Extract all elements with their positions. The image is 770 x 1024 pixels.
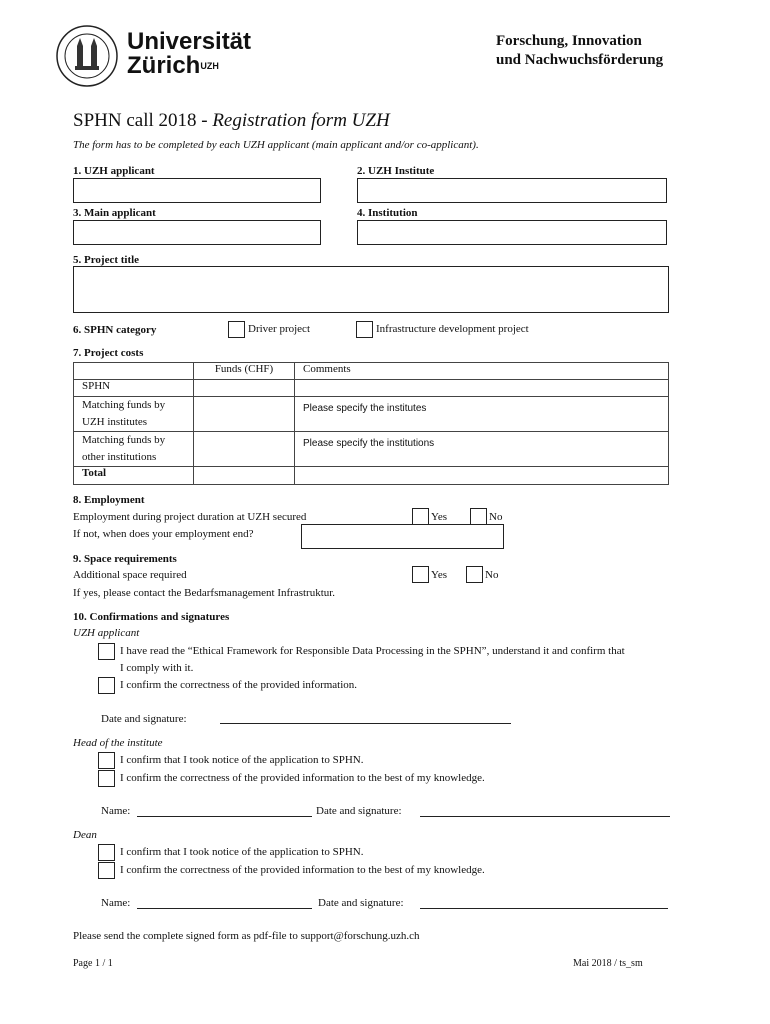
funds-cell-other[interactable] [194,432,295,467]
date-signature-line[interactable] [220,723,511,724]
comment-cell-sphn[interactable] [295,380,669,397]
correctness-checkbox[interactable] [98,677,115,694]
space-no-label: No [485,569,499,581]
footer-date: Mai 2018 / ts_sm [573,958,643,969]
head-date-signature-label: Date and signature: [316,805,402,817]
field-label-sphn-category: 6. SPHN category [73,324,157,336]
row-label-b: UZH institutes [82,416,148,428]
comment-cell-uzh[interactable] [295,397,669,432]
employment-yes-checkbox[interactable] [412,508,429,525]
confirm-heading: 10. Confirmations and signatures [73,611,230,623]
comment-placeholder: Please specify the institutes [303,403,427,414]
institution-input[interactable] [357,220,667,245]
uzh-applicant-subheading: UZH applicant [73,627,140,639]
infrastructure-checkbox[interactable] [356,321,373,338]
dean-name-label: Name: [101,897,131,909]
field-label-project-title: 5. Project title [73,254,140,266]
head-name-line[interactable] [137,816,312,817]
comment-cell-other[interactable] [295,432,669,467]
ethics-label-cont: I comply with it. [120,662,194,674]
head-notice-label: I confirm that I took notice of the application to SPHN. [120,754,364,766]
dept-line1: Forschung, Innovation [496,33,642,49]
date-signature-label: Date and signature: [101,713,187,725]
dean-date-signature-line[interactable] [420,908,668,909]
comment-cell-total[interactable] [295,467,669,485]
logo-wordmark [127,30,251,78]
driver-project-label: Driver project [248,323,310,335]
row-label-b: other institutions [82,451,157,463]
col-funds: Funds (CHF) [194,363,295,380]
dean-name-line[interactable] [137,908,312,909]
field-label-institution: 4. Institution [357,207,418,219]
title-main: SPHN call 2018 - [73,110,213,131]
employment-heading: 8. Employment [73,494,145,506]
head-date-signature-line[interactable] [420,816,670,817]
table-row [74,380,669,397]
funds-cell-sphn[interactable] [194,380,295,397]
table-row [74,397,669,432]
page-title [73,110,390,132]
logo-sup: UZH [200,61,219,71]
subtitle: The form has to be completed by each UZH applicant (main applicant and/or co-applicant). [73,139,479,151]
table-row [74,432,669,467]
costs-table [73,362,669,485]
field-label-uzh-applicant: 1. UZH applicant [73,165,155,177]
costs-heading: 7. Project costs [73,347,144,359]
employment-question: Employment during project duration at UZH secured [73,511,307,523]
infrastructure-label: Infrastructure development project [376,323,529,335]
comment-placeholder: Please specify the institutions [303,438,435,449]
head-name-label: Name: [101,805,131,817]
field-label-uzh-institute: 2. UZH Institute [357,165,435,177]
uzh-institute-input[interactable] [357,178,667,203]
dean-correctness-checkbox[interactable] [98,862,115,879]
table-row [74,467,669,485]
uzh-seal-icon [55,24,119,88]
row-label: Matching funds by [82,399,166,411]
head-correctness-checkbox[interactable] [98,770,115,787]
row-label: Matching funds by [82,434,166,446]
send-instruction: Please send the complete signed form as pdf-file to support@forschung.uzh.ch [73,930,420,942]
space-yes-checkbox[interactable] [412,566,429,583]
funds-cell-total[interactable] [194,467,295,485]
head-subheading: Head of the institute [73,737,163,749]
employment-yes-label: Yes [431,511,448,523]
employment-no-checkbox[interactable] [470,508,487,525]
employment-end-input[interactable] [301,524,504,549]
ethics-checkbox[interactable] [98,643,115,660]
funds-cell-uzh[interactable] [194,397,295,432]
dept-name [496,32,663,70]
space-note: If yes, please contact the Bedarfsmanagement Infrastruktur. [73,587,336,599]
employment-no-label: No [489,511,503,523]
correctness-label: I confirm the correctness of the provided information. [120,679,358,691]
project-title-input[interactable] [73,266,669,313]
dean-correctness-label: I confirm the correctness of the provided information to the best of my knowledge. [120,864,485,876]
space-no-checkbox[interactable] [466,566,483,583]
space-heading: 9. Space requirements [73,553,177,565]
space-yes-label: Yes [431,569,448,581]
dean-notice-label: I confirm that I took notice of the application to SPHN. [120,846,364,858]
employment-end-question: If not, when does your employment end? [73,528,254,540]
title-italic: Registration form UZH [212,110,390,131]
col-comments: Comments [295,363,669,380]
page-number: Page 1 / 1 [73,958,113,969]
logo-line1: Universität [127,28,252,55]
driver-project-checkbox[interactable] [228,321,245,338]
logo-line2: Zürich [127,52,201,79]
dean-subheading: Dean [73,829,97,841]
dean-notice-checkbox[interactable] [98,844,115,861]
main-applicant-input[interactable] [73,220,321,245]
head-correctness-label: I confirm the correctness of the provided information to the best of my knowledge. [120,772,485,784]
space-question: Additional space required [73,569,187,581]
row-label: SPHN [74,380,194,397]
field-label-main-applicant: 3. Main applicant [73,207,156,219]
dean-date-signature-label: Date and signature: [318,897,404,909]
ethics-label: I have read the “Ethical Framework for Responsible Data Processing in the SPHN”, understand it and confirm that [120,645,625,657]
uzh-applicant-input[interactable] [73,178,321,203]
head-notice-checkbox[interactable] [98,752,115,769]
dept-line2: und Nachwuchsförderung [496,52,664,68]
total-label: Total [74,467,194,485]
